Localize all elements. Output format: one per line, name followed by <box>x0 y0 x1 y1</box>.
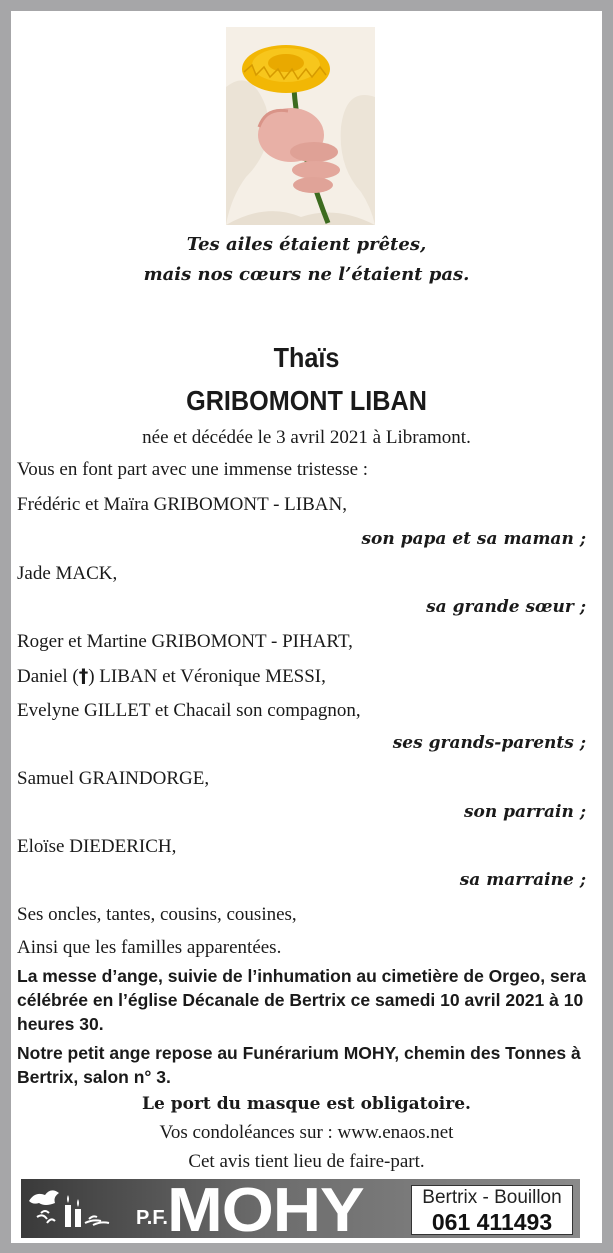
contact-box <box>411 1185 573 1235</box>
grandparents-role: ses grands-parents ; <box>392 733 586 753</box>
cross-icon: † <box>78 665 89 687</box>
deceased-last-name: GRIBOMONT LIBAN <box>186 385 427 416</box>
godmother-role: sa marraine ; <box>459 870 586 890</box>
pf-label: P.F. <box>136 1207 168 1229</box>
obituary-card <box>11 11 602 1243</box>
funerarium-text: Notre petit ange repose au Funérarium MOHY, chemin des Tonnes à Bertrix, salon n° 3. <box>17 1043 581 1087</box>
godfather-name: Samuel GRAINDORGE, <box>17 768 210 789</box>
hand-holding-flower-photo <box>226 27 375 225</box>
notice-text: Cet avis tient lieu de faire-part. <box>188 1151 425 1172</box>
families-text: Ainsi que les familles apparentées. <box>17 937 282 958</box>
sister-name: Jade MACK, <box>17 563 118 584</box>
quote-line-2: mais nos cœurs ne l’étaient pas. <box>143 264 470 285</box>
deceased-first-name: Thaïs <box>273 342 340 373</box>
parents-role: son papa et sa maman ; <box>361 529 586 549</box>
grandparents-line-1: Roger et Martine GRIBOMONT - PIHART, <box>17 631 353 652</box>
grandparents-line-2 <box>17 665 326 688</box>
brand-name: MOHY <box>167 1179 364 1238</box>
condolences-text: Vos condoléances sur : www.enaos.net <box>159 1122 454 1143</box>
phone-number: 061 411493 <box>431 1209 553 1235</box>
grandparents-line-2-end: ) LIBAN et Véronique MESSI, <box>88 666 326 687</box>
quote-line-1: Tes ailes étaient prêtes, <box>186 234 427 255</box>
godmother-name: Eloïse DIEDERICH, <box>17 836 177 857</box>
parents-names: Frédéric et Maïra GRIBOMONT - LIBAN, <box>17 494 347 515</box>
photo-illustration <box>226 27 375 225</box>
birth-death-dates: née et décédée le 3 avril 2021 à Libramont. <box>142 427 471 448</box>
dove-candles-logo-icon <box>21 1179 131 1238</box>
godfather-role: son parrain ; <box>463 802 586 822</box>
mask-notice: Le port du masque est obligatoire. <box>142 1094 471 1114</box>
funeral-home-banner <box>21 1179 580 1238</box>
relatives-text: Ses oncles, tantes, cousins, cousines, <box>17 904 297 925</box>
sister-role: sa grande sœur ; <box>426 597 586 617</box>
locations-text: Bertrix - Bouillon <box>422 1187 562 1208</box>
intro-text: Vous en font part avec une immense tristesse : <box>17 459 369 480</box>
grandparents-line-3: Evelyne GILLET et Chacail son compagnon, <box>17 700 361 721</box>
grandparents-line-2-start: Daniel ( <box>17 666 79 687</box>
ceremony-text: La messe d’ange, suivie de l’inhumation au cimetière de Orgeo, sera célébrée en l’église Décanale de Bertrix ce samedi 10 avril 2021 à 10 heures 30. <box>17 966 586 1034</box>
